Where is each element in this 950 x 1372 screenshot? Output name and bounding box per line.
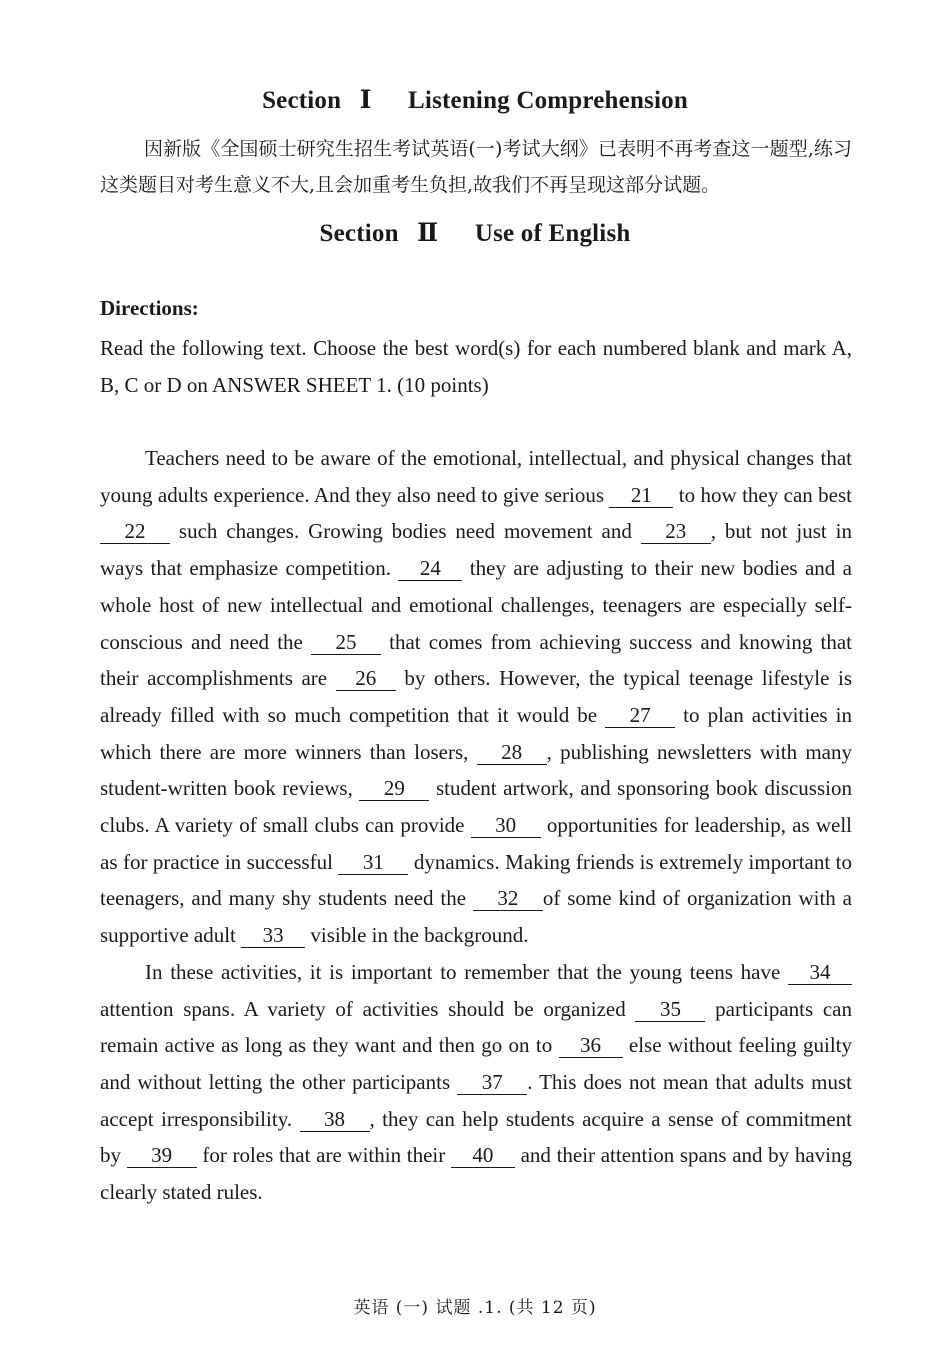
passage-text: that comes from achieving success and knowing that their accomplishments are [100,629,852,691]
passage-text: opportunities for leadership, as well as for practice in successful [100,813,852,874]
passage-text: by others. However, the typical teenage lifestyle is already filled with so much competition that it would be [100,666,853,727]
section-1-name: Listening Comprehension [408,87,688,114]
passage-text: to how they can best [673,482,852,507]
passage-text: and their attention spans and by having clearly stated rules. [100,1143,852,1205]
cloze-passage [100,440,852,1211]
passage-text: for roles that are within their [196,1143,451,1168]
passage-text: Teachers need to be aware of the emotional, intellectual, and physical changes that young adults experience. And they also need to give serious [100,446,852,507]
section-1-label: Section [262,87,342,114]
passage-text: . This does not mean that adults must accept irresponsibility. [100,1069,852,1131]
passage-text: , they can help students acquire a sense of commitment by [100,1106,852,1168]
directions-heading: Directions: [100,296,199,320]
section-1-numeral: Ⅰ [359,87,372,114]
blank-26: 26 [336,667,396,691]
blank-28: 28 [477,741,547,765]
section-2-numeral: Ⅱ [417,220,439,247]
section-2-name: Use of English [474,220,631,247]
blank-39: 39 [127,1144,197,1168]
blank-24: 24 [398,557,462,581]
blank-29: 29 [359,777,429,801]
blank-34: 34 [788,961,852,985]
passage-text: participants can remain active as long as they want and then go on to [100,996,852,1058]
passage-text: , publishing newsletters with many student-written book reviews, [100,739,852,801]
blank-32: 32 [473,887,543,911]
blank-25: 25 [311,631,381,655]
blank-22: 22 [100,520,170,544]
passage-text: of some kind of organization with a supportive adult [100,886,852,948]
blank-35: 35 [635,998,705,1022]
passage-text: attention spans. A variety of activities should be organized [100,996,636,1021]
passage-text: , but not just in ways that emphasize competition. [100,519,852,581]
passage-text: they are adjusting to their new bodies and a whole host of new intellectual and emotional challenges, teenagers are especially self-conscious and need the [100,556,852,654]
section-2-label: Section [319,220,399,247]
blank-40: 40 [451,1144,515,1168]
directions-text: Read the following text. Choose the best word(s) for each numbered blank and mark A, B, C or D on ANSWER SHEET 1. (10 points) [100,336,852,397]
passage-text: such changes. Growing bodies need movement and [170,519,641,544]
passage-text: to plan activities in which there are more winners than losers, [100,702,852,764]
section-2-title [0,218,950,248]
page-footer: 英语 (一) 试题 .1. (共 12 页) [353,1298,597,1318]
passage-text: else without feeling guilty and without letting the other participants [100,1033,853,1094]
blank-21: 21 [609,484,673,508]
passage-text: student artwork, and sponsoring book discussion clubs. A variety of small clubs can provide [100,776,852,838]
blank-37: 37 [457,1071,527,1095]
passage-text: visible in the background. [305,923,529,948]
blank-30: 30 [471,814,541,838]
passage-text: dynamics. Making friends is extremely important to teenagers, and many shy students need the [100,849,852,911]
blank-36: 36 [559,1034,623,1058]
blank-31: 31 [338,851,408,875]
blank-38: 38 [300,1108,370,1132]
section-1-title [0,85,950,115]
blank-27: 27 [605,704,675,728]
passage-paragraph-2 [100,954,852,1211]
passage-text: In these activities, it is important to remember that the young teens have [145,959,788,984]
passage-paragraph-1 [100,440,852,954]
blank-33: 33 [241,924,305,948]
blank-23: 23 [641,520,711,544]
section-1-note: 因新版《全国硕士研究生招生考试英语(一)考试大纲》已表明不再考查这一题型,练习这类题目对考生意义不大,且会加重考生负担,故我们不再呈现这部分试题。 [100,138,852,196]
